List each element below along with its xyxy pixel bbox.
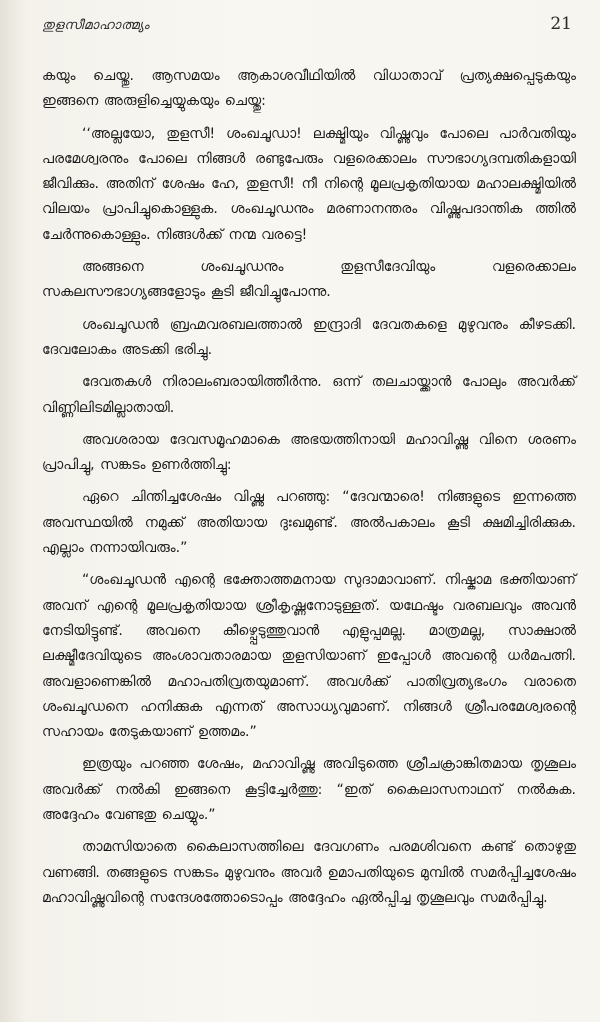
paragraph: താമസിയാതെ കൈലാസത്തിലെ ദേവഗണം പരമശിവനെ കണ്ട് തൊഴുതു വണങ്ങി. തങ്ങളുടെ സങ്കടം മുഴുവനും അവർ ഉമാപതിയുടെ മുമ്പിൽ സമർപ്പിച്ചശേഷം മഹാവിഷ്ണുവിന്റെ സന്ദേശത്തോടൊപ്പം അദ്ദേഹം ഏൽപ്പിച്ച തൃശൂലവും സമർപ്പിച്ചു. xyxy=(42,839,576,906)
paragraph: അങ്ങനെ ശംഖചൂഡനും തുളസീദേവിയും വളരെക്കാലം സകലസൗഭാഗ്യങ്ങളോടും കൂടി ജീവിച്ചുപോന്നു. xyxy=(42,259,576,301)
running-header xyxy=(42,14,576,54)
paragraph: ശംഖചൂഡൻ ബ്രഹ്മവരബലത്താൽ ഇന്ദ്രാദി ദേവതകളെ മുഴുവനും കീഴടക്കി. ദേവലോകം അടക്കി ഭരിച്ചു. xyxy=(42,316,576,358)
paragraph: ഏറെ ചിന്തിച്ചശേഷം വിഷ്ണു പറഞ്ഞു: “ദേവന്മാരെ! നിങ്ങളുടെ ഇന്നത്തെ അവസ്ഥയിൽ നമുക്ക് അതിയായ ദുഃഖമുണ്ട്. അൽപകാലം കൂടി ക്ഷമിച്ചിരിക്കുക. എല്ലാം നന്നായിവരും.” xyxy=(42,489,576,557)
paragraph: ദേവതകൾ നിരാലംബരായിത്തീർന്നു. ഒന്ന് തലചായ്ക്കാൻ പോലും അവർക്ക് വിണ്ണിലിടമില്ലാതായി. xyxy=(42,374,576,416)
paragraph: “ശംഖചൂഡൻ എന്റെ ഭക്തോത്തമനായ സുദാമാവാണ്. നിഷ്കാമ ഭക്തിയാണ് അവന് എന്റെ മൂലപ്രകൃതിയായ ശ്രീകൃഷ്ണനോടുള്ളത്. യഥേഷ്ടം വരബലവും അവൻ നേടിയിട്ടുണ്ട്. അവനെ കീഴ്പ്പെടുത്തുവാൻ എളുപ്പമല്ല. മാത്രമല്ല, സാക്ഷാൽ ലക്ഷ്മീദേവിയുടെ അംശാവതാരമായ തുളസിയാണ് ഇപ്പോൾ അവന്റെ ധർമപത്നി. അവളാണെങ്കിൽ മഹാപതിവ്രതയുമാണ്. അവൾക്ക് പാതിവ്രത്യഭംഗം വരാതെ ശംഖചൂഡനെ ഹനിക്കുക എന്നത് അസാധ്യവുമാണ്. നിങ്ങൾ ശ്രീപരമേശ്വരന്റെ സഹായം തേടുകയാണ് ഉത്തമം.” xyxy=(42,572,576,741)
running-title: തുളസീമാഹാത്മ്യം xyxy=(42,18,150,33)
paragraph: ‘‘അല്ലയോ, തുളസീ! ശംഖചൂഡാ! ലക്ഷ്മിയും വിഷ്ണുവും പോലെ പാർവതിയും പരമേശ്വരനും പോലെ നിങ്ങൾ രണ്ടുപേരും വളരെക്കാലം സൗഭാഗ്യദമ്പതികളായി ജീവിക്കും. അതിന് ശേഷം ഹേ, തുളസീ! നീ നിന്റെ മൂലപ്രകൃതിയായ മഹാലക്ഷ്മിയിൽ വിലയം പ്രാപിച്ചുകൊള്ളുക. ശംഖചൂഡനും മരണാനന്തരം വിഷ്ണുപദാന്തിക ത്തിൽ ചേർന്നുകൊള്ളും. നിങ്ങൾക്ക് നന്മ വരട്ടെ! xyxy=(42,125,576,243)
body-text xyxy=(42,64,576,911)
paragraph-continuation: കയും ചെയ്തു. ആസമയം ആകാശവീഥിയിൽ വിധാതാവ് പ്രത്യക്ഷപ്പെടുകയും ഇങ്ങനെ അരുളിച്ചെയ്യുകയും ചെയ്തു: xyxy=(42,68,576,110)
page-number: 21 xyxy=(550,14,572,34)
paragraph: ഇത്രയും പറഞ്ഞ ശേഷം, മഹാവിഷ്ണു അവിടുത്തെ ശ്രീചക്രാങ്കിതമായ തൃശൂലം അവർക്ക് നൽകി ഇങ്ങനെ കൂട്ടിച്ചേർത്തു: “ഇത് കൈലാസനാഥന് നൽകുക. അദ്ദേഹം വേണ്ടതു ചെയ്യും.” xyxy=(42,756,576,824)
paragraph: അവശരായ ദേവസമൂഹമാകെ അഭയത്തിനായി മഹാവിഷ്ണു വിനെ ശരണം പ്രാപിച്ചു, സങ്കടം ഉണർത്തിച്ചു: xyxy=(42,431,576,474)
